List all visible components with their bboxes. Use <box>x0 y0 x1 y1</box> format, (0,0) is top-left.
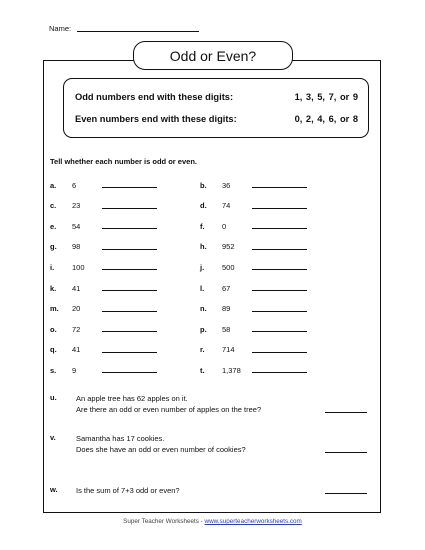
answer-blank[interactable] <box>252 249 307 250</box>
number-item <box>50 364 160 376</box>
answer-blank[interactable] <box>102 372 157 373</box>
word-problem-text <box>76 393 261 415</box>
answer-blank[interactable] <box>102 228 157 229</box>
item-number: 67 <box>222 283 231 293</box>
item-number: 100 <box>72 262 85 272</box>
number-item <box>50 344 160 356</box>
item-number: 58 <box>222 324 231 334</box>
footer-link[interactable]: www.superteacherworksheets.com <box>204 518 302 525</box>
item-letter: d. <box>200 201 207 211</box>
item-letter: n. <box>200 304 207 314</box>
answer-blank[interactable] <box>252 208 307 209</box>
answer-blank[interactable] <box>102 331 157 332</box>
number-item <box>50 303 160 315</box>
item-number: 500 <box>222 262 235 272</box>
answer-blank[interactable] <box>102 290 157 291</box>
word-problem-text <box>76 433 246 455</box>
odd-rule <box>75 90 358 104</box>
answer-blank[interactable] <box>252 228 307 229</box>
word-problem-line: Does she have an odd or even number of cookies? <box>76 445 246 454</box>
word-problem-line: Are there an odd or even number of apples on the tree? <box>76 405 262 414</box>
rules-box <box>63 78 369 138</box>
item-number: 54 <box>72 221 81 231</box>
item-letter: s. <box>50 365 57 375</box>
item-letter: k. <box>50 283 57 293</box>
number-item <box>200 344 310 356</box>
item-number: 72 <box>72 324 81 334</box>
item-letter: c. <box>50 201 57 211</box>
item-number: 9 <box>72 365 77 375</box>
answer-blank[interactable] <box>252 331 307 332</box>
odd-rule-digits: 1, 3, 5, 7, or 9 <box>294 92 358 102</box>
footer-separator: - <box>200 518 203 525</box>
word-problem-line: An apple tree has 62 apples on it. <box>76 394 188 403</box>
name-label: Name: <box>49 24 72 33</box>
answer-blank[interactable] <box>325 493 367 494</box>
even-rule <box>75 112 358 126</box>
number-item <box>200 200 310 212</box>
instructions: Tell whether each number is odd or even. <box>50 157 197 166</box>
footer <box>0 518 425 525</box>
name-field <box>49 24 199 33</box>
item-number: 41 <box>72 345 81 355</box>
word-problem-line: Is the sum of 7+3 odd or even? <box>76 486 180 495</box>
number-item <box>200 303 310 315</box>
number-item <box>200 220 310 232</box>
item-number: 41 <box>72 283 81 293</box>
worksheet-title <box>133 41 293 70</box>
number-item <box>50 261 160 273</box>
word-problem-letter: u. <box>50 393 57 402</box>
answer-blank[interactable] <box>102 208 157 209</box>
item-number: 20 <box>72 304 81 314</box>
name-blank[interactable] <box>77 31 199 32</box>
number-item <box>200 241 310 253</box>
word-problem-letter: v. <box>50 433 56 442</box>
answer-blank[interactable] <box>325 452 367 453</box>
answer-blank[interactable] <box>252 290 307 291</box>
item-number: 36 <box>222 180 231 190</box>
answer-blank[interactable] <box>102 311 157 312</box>
answer-blank[interactable] <box>102 249 157 250</box>
item-number: 98 <box>72 242 81 252</box>
item-letter: t. <box>200 365 205 375</box>
number-item <box>50 241 160 253</box>
item-number: 89 <box>222 304 231 314</box>
number-item <box>50 282 160 294</box>
item-number: 74 <box>222 201 231 211</box>
item-letter: e. <box>50 221 57 231</box>
number-item <box>200 323 310 335</box>
item-letter: a. <box>50 180 57 190</box>
item-letter: i. <box>50 262 55 272</box>
item-letter: l. <box>200 283 205 293</box>
item-letter: m. <box>50 304 59 314</box>
item-letter: b. <box>200 180 207 190</box>
item-letter: h. <box>200 242 207 252</box>
answer-blank[interactable] <box>325 412 367 413</box>
item-letter: p. <box>200 324 207 334</box>
item-letter: o. <box>50 324 57 334</box>
item-letter: g. <box>50 242 57 252</box>
item-letter: f. <box>200 221 205 231</box>
number-item <box>200 282 310 294</box>
item-number: 952 <box>222 242 235 252</box>
item-letter: j. <box>200 262 205 272</box>
item-number: 714 <box>222 345 235 355</box>
word-problem-line: Samantha has 17 cookies. <box>76 434 165 443</box>
answer-blank[interactable] <box>252 352 307 353</box>
answer-blank[interactable] <box>102 269 157 270</box>
title-text: Odd or Even? <box>169 47 257 64</box>
number-item <box>200 179 310 191</box>
item-number: 6 <box>72 180 77 190</box>
number-item <box>200 364 310 376</box>
footer-brand: Super Teacher Worksheets <box>123 518 199 525</box>
number-item <box>50 200 160 212</box>
answer-blank[interactable] <box>252 187 307 188</box>
item-letter: r. <box>200 345 205 355</box>
answer-blank[interactable] <box>252 269 307 270</box>
word-problem-text <box>76 485 180 496</box>
even-rule-label: Even numbers end with these digits: <box>75 114 237 124</box>
item-number: 23 <box>72 201 81 211</box>
odd-rule-label: Odd numbers end with these digits: <box>75 92 234 102</box>
item-number: 0 <box>222 221 227 231</box>
word-problem-letter: w. <box>50 485 58 494</box>
answer-blank[interactable] <box>252 311 307 312</box>
answer-blank[interactable] <box>102 187 157 188</box>
number-item <box>200 261 310 273</box>
item-number: 1,378 <box>222 365 241 375</box>
item-letter: q. <box>50 345 57 355</box>
number-item <box>50 220 160 232</box>
number-item <box>50 179 160 191</box>
answer-blank[interactable] <box>102 352 157 353</box>
answer-blank[interactable] <box>252 372 307 373</box>
number-item <box>50 323 160 335</box>
even-rule-digits: 0, 2, 4, 6, or 8 <box>294 114 358 124</box>
